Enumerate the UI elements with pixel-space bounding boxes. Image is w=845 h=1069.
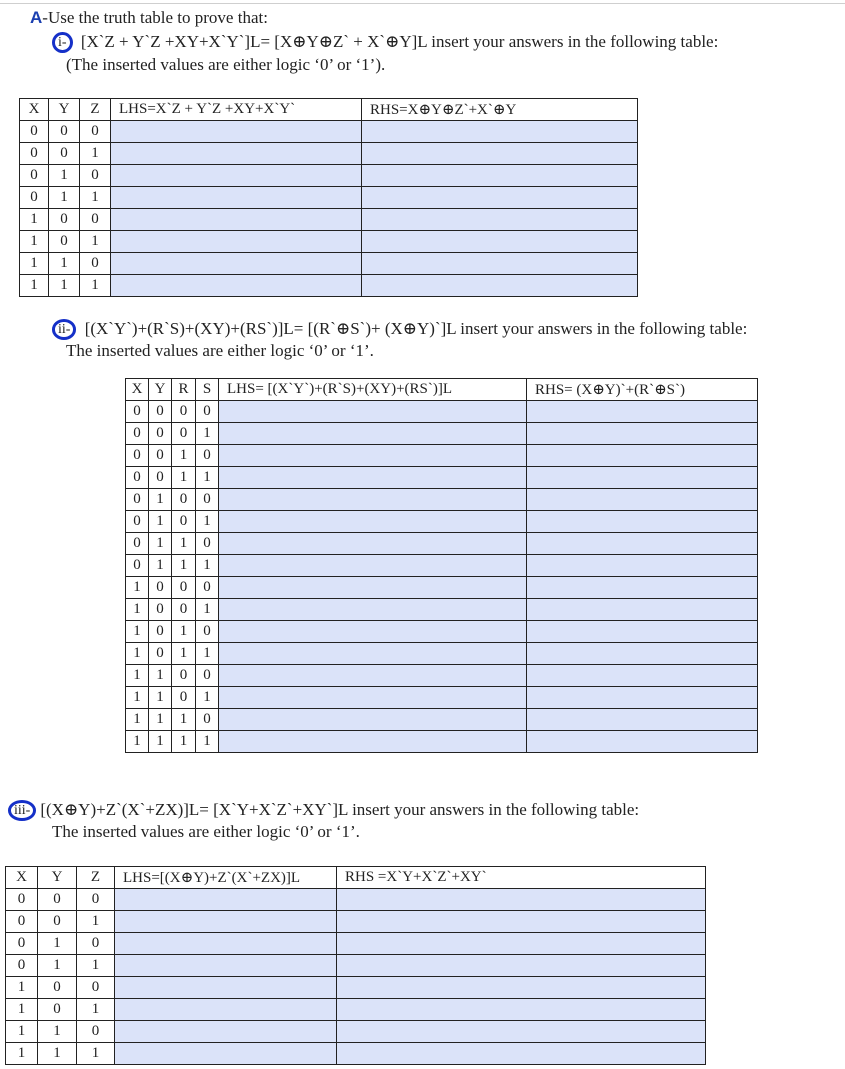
table-i-row <box>20 187 638 209</box>
table-ii-lhs-answer-cell[interactable] <box>219 401 527 423</box>
table-iii-input-value: 0 <box>6 889 38 911</box>
table-i-input-value: 0 <box>20 187 49 209</box>
table-ii-input-value: 1 <box>149 731 172 753</box>
table-ii-input-value: 1 <box>126 599 149 621</box>
table-i-header-var: Z <box>80 99 111 121</box>
table-ii-rhs-answer-cell[interactable] <box>527 709 758 731</box>
table-ii-lhs-answer-cell[interactable] <box>219 731 527 753</box>
table-i-header-var: X <box>20 99 49 121</box>
table-iii-input-value: 1 <box>6 1043 38 1065</box>
table-iii-header-rhs: RHS =X`Y+X`Z`+XY` <box>337 867 706 889</box>
table-iii-row <box>6 977 706 999</box>
table-ii-row <box>126 731 758 753</box>
table-i-rhs-answer-cell[interactable] <box>362 187 638 209</box>
table-ii-header-row <box>126 379 758 401</box>
table-ii-rhs-answer-cell[interactable] <box>527 445 758 467</box>
table-i-lhs-answer-cell[interactable] <box>111 209 362 231</box>
table-ii-lhs-answer-cell[interactable] <box>219 445 527 467</box>
table-i-lhs-answer-cell[interactable] <box>111 165 362 187</box>
table-iii-header-var: Y <box>38 867 77 889</box>
table-ii-input-value: 1 <box>126 709 149 731</box>
table-i-lhs-answer-cell[interactable] <box>111 231 362 253</box>
table-ii-lhs-answer-cell[interactable] <box>219 665 527 687</box>
table-iii-input-value: 0 <box>77 889 115 911</box>
part-i-statement: [X`Z + Y`Z +XY+X`Y`]L= [X⊕Y⊕Z` + X`⊕Y]L insert your answers in the following table: <box>80 32 719 51</box>
table-i-lhs-answer-cell[interactable] <box>111 187 362 209</box>
table-i-rhs-answer-cell[interactable] <box>362 253 638 275</box>
table-ii-row <box>126 401 758 423</box>
table-ii-input-value: 0 <box>126 445 149 467</box>
table-iii-input-value: 1 <box>38 1021 77 1043</box>
table-i-row <box>20 143 638 165</box>
table-i-input-value: 0 <box>20 121 49 143</box>
table-ii-input-value: 0 <box>149 643 172 665</box>
table-ii-input-value: 1 <box>196 467 219 489</box>
table-ii-row <box>126 467 758 489</box>
table-i-input-value: 0 <box>80 121 111 143</box>
table-iii-lhs-answer-cell[interactable] <box>115 933 337 955</box>
table-i-input-value: 1 <box>49 275 80 297</box>
table-i-input-value: 0 <box>49 209 80 231</box>
table-ii-input-value: 0 <box>196 445 219 467</box>
table-ii-input-value: 1 <box>126 643 149 665</box>
table-ii-input-value: 0 <box>196 665 219 687</box>
table-i-rhs-answer-cell[interactable] <box>362 209 638 231</box>
table-ii-input-value: 0 <box>126 533 149 555</box>
table-i-rhs-answer-cell[interactable] <box>362 165 638 187</box>
table-iii-input-value: 1 <box>6 977 38 999</box>
table-iii-input-value: 0 <box>38 999 77 1021</box>
table-ii-input-value: 1 <box>172 621 196 643</box>
table-iii-input-value: 1 <box>38 933 77 955</box>
table-ii-rhs-answer-cell[interactable] <box>527 621 758 643</box>
table-iii-header-var: X <box>6 867 38 889</box>
table-ii-row <box>126 577 758 599</box>
table-i-input-value: 1 <box>20 209 49 231</box>
table-ii-input-value: 1 <box>172 445 196 467</box>
table-i-rhs-answer-cell[interactable] <box>362 121 638 143</box>
table-ii-input-value: 1 <box>126 731 149 753</box>
part-i-statement-line <box>52 32 718 53</box>
table-iii-input-value: 1 <box>38 955 77 977</box>
table-ii-row <box>126 665 758 687</box>
table-i-row <box>20 165 638 187</box>
part-ii-statement: [(X`Y`)+(R`S)+(XY)+(RS`)]L= [(R`⊕S`)+ (X⊕Y)`]L insert your answers in the following table: <box>84 319 748 338</box>
table-i-lhs-answer-cell[interactable] <box>111 253 362 275</box>
table-iii-row <box>6 889 706 911</box>
part-iii-statement: [(X⊕Y)+Z`(X`+ZX)]L= [X`Y+X`Z`+XY`]L insert your answers in the following table: <box>40 800 640 819</box>
table-ii-row <box>126 709 758 731</box>
table-ii-input-value: 1 <box>196 687 219 709</box>
table-ii-row <box>126 687 758 709</box>
table-ii-row <box>126 423 758 445</box>
table-iii-lhs-answer-cell[interactable] <box>115 889 337 911</box>
table-iii-rhs-answer-cell[interactable] <box>337 977 706 999</box>
table-ii-rhs-answer-cell[interactable] <box>527 533 758 555</box>
table-ii-lhs-answer-cell[interactable] <box>219 511 527 533</box>
table-ii-input-value: 0 <box>172 423 196 445</box>
truth-table-i <box>19 98 638 297</box>
table-ii-input-value: 0 <box>172 665 196 687</box>
table-ii-input-value: 0 <box>172 489 196 511</box>
table-i-row <box>20 253 638 275</box>
table-ii-input-value: 1 <box>126 687 149 709</box>
truth-table-iii <box>5 866 706 1065</box>
table-iii-input-value: 1 <box>77 999 115 1021</box>
table-ii-input-value: 1 <box>172 467 196 489</box>
table-ii-input-value: 0 <box>149 577 172 599</box>
table-ii-lhs-answer-cell[interactable] <box>219 687 527 709</box>
table-i-input-value: 0 <box>80 165 111 187</box>
table-iii-row <box>6 911 706 933</box>
table-ii-input-value: 1 <box>172 643 196 665</box>
table-ii-rhs-answer-cell[interactable] <box>527 643 758 665</box>
table-iii-rhs-answer-cell[interactable] <box>337 933 706 955</box>
table-ii-input-value: 0 <box>126 489 149 511</box>
table-i-input-value: 1 <box>80 187 111 209</box>
table-ii-input-value: 0 <box>149 467 172 489</box>
table-iii-input-value: 1 <box>6 999 38 1021</box>
table-ii-input-value: 0 <box>172 599 196 621</box>
table-i-rhs-answer-cell[interactable] <box>362 275 638 297</box>
table-iii-lhs-answer-cell[interactable] <box>115 911 337 933</box>
table-ii-lhs-answer-cell[interactable] <box>219 709 527 731</box>
table-iii-row <box>6 999 706 1021</box>
table-i-input-value: 1 <box>80 275 111 297</box>
table-ii-row <box>126 643 758 665</box>
table-ii-input-value: 1 <box>126 665 149 687</box>
table-i-input-value: 0 <box>80 253 111 275</box>
table-iii-lhs-answer-cell[interactable] <box>115 977 337 999</box>
table-i-input-value: 0 <box>49 143 80 165</box>
table-ii-input-value: 0 <box>126 555 149 577</box>
table-ii-input-value: 1 <box>149 489 172 511</box>
table-iii-lhs-answer-cell[interactable] <box>115 1021 337 1043</box>
table-ii-header-rhs: RHS= (X⊕Y)`+(R`⊕S`) <box>527 379 758 401</box>
table-ii-input-value: 0 <box>196 401 219 423</box>
table-iii-lhs-answer-cell[interactable] <box>115 955 337 977</box>
table-ii-input-value: 0 <box>149 599 172 621</box>
table-iii-input-value: 1 <box>6 1021 38 1043</box>
table-iii-rhs-answer-cell[interactable] <box>337 911 706 933</box>
table-i-rhs-answer-cell[interactable] <box>362 143 638 165</box>
table-ii-lhs-answer-cell[interactable] <box>219 423 527 445</box>
part-i-note: (The inserted values are either logic ‘0’ or ‘1’). <box>66 55 386 74</box>
table-ii-row <box>126 555 758 577</box>
table-ii-header-var: R <box>172 379 196 401</box>
table-ii-input-value: 1 <box>196 555 219 577</box>
table-iii-input-value: 0 <box>77 933 115 955</box>
table-ii-input-value: 1 <box>172 731 196 753</box>
table-ii-lhs-answer-cell[interactable] <box>219 621 527 643</box>
table-i-input-value: 1 <box>80 143 111 165</box>
table-ii-input-value: 1 <box>196 599 219 621</box>
table-ii-input-value: 0 <box>172 401 196 423</box>
table-iii-rhs-answer-cell[interactable] <box>337 889 706 911</box>
table-ii-input-value: 1 <box>196 643 219 665</box>
table-ii-lhs-answer-cell[interactable] <box>219 489 527 511</box>
table-i-input-value: 0 <box>49 231 80 253</box>
table-iii-header-row <box>6 867 706 889</box>
table-ii-input-value: 0 <box>196 533 219 555</box>
table-ii-rhs-answer-cell[interactable] <box>527 401 758 423</box>
table-i-input-value: 1 <box>20 275 49 297</box>
table-ii-row <box>126 599 758 621</box>
section-letter: A <box>30 8 43 27</box>
table-i-header-lhs: LHS=X`Z + Y`Z +XY+X`Y` <box>111 99 362 121</box>
table-i-input-value: 1 <box>49 253 80 275</box>
table-ii-input-value: 1 <box>172 533 196 555</box>
table-ii-input-value: 1 <box>149 533 172 555</box>
table-ii-input-value: 0 <box>172 577 196 599</box>
table-iii-input-value: 1 <box>38 1043 77 1065</box>
top-rule <box>0 3 845 4</box>
table-iii-input-value: 1 <box>77 955 115 977</box>
table-ii-lhs-answer-cell[interactable] <box>219 467 527 489</box>
table-iii-row <box>6 1043 706 1065</box>
table-ii-input-value: 1 <box>126 577 149 599</box>
table-i-input-value: 1 <box>49 187 80 209</box>
intro-text: -Use the truth table to prove that: <box>42 8 268 27</box>
table-ii-rhs-answer-cell[interactable] <box>527 489 758 511</box>
table-ii-rhs-answer-cell[interactable] <box>527 423 758 445</box>
table-ii-input-value: 1 <box>172 709 196 731</box>
table-i-lhs-answer-cell[interactable] <box>111 143 362 165</box>
table-ii-input-value: 0 <box>196 709 219 731</box>
table-i-input-value: 0 <box>20 143 49 165</box>
table-ii-input-value: 1 <box>149 665 172 687</box>
table-ii-input-value: 1 <box>149 511 172 533</box>
table-i-row <box>20 209 638 231</box>
table-ii-input-value: 0 <box>149 621 172 643</box>
table-ii-input-value: 1 <box>149 687 172 709</box>
table-ii-header-lhs: LHS= [(X`Y`)+(R`S)+(XY)+(RS`)]L <box>219 379 527 401</box>
table-ii-lhs-answer-cell[interactable] <box>219 533 527 555</box>
table-ii-input-value: 0 <box>196 489 219 511</box>
table-ii-rhs-answer-cell[interactable] <box>527 555 758 577</box>
table-ii-rhs-answer-cell[interactable] <box>527 599 758 621</box>
table-i-input-value: 1 <box>49 165 80 187</box>
table-iii-lhs-answer-cell[interactable] <box>115 1043 337 1065</box>
table-iii-lhs-answer-cell[interactable] <box>115 999 337 1021</box>
table-iii-input-value: 0 <box>77 977 115 999</box>
table-ii-header-var: S <box>196 379 219 401</box>
part-iii-statement-line <box>8 800 639 821</box>
table-ii-input-value: 0 <box>172 511 196 533</box>
table-iii-input-value: 0 <box>38 977 77 999</box>
table-i-row <box>20 121 638 143</box>
table-ii-lhs-answer-cell[interactable] <box>219 599 527 621</box>
table-iii-rhs-answer-cell[interactable] <box>337 1043 706 1065</box>
table-iii-input-value: 0 <box>38 889 77 911</box>
table-ii-rhs-answer-cell[interactable] <box>527 731 758 753</box>
table-iii-rhs-answer-cell[interactable] <box>337 955 706 977</box>
table-ii-input-value: 0 <box>126 467 149 489</box>
table-iii-input-value: 0 <box>6 911 38 933</box>
table-i-input-value: 0 <box>49 121 80 143</box>
table-i-lhs-answer-cell[interactable] <box>111 121 362 143</box>
table-ii-header-var: Y <box>149 379 172 401</box>
table-i-header-var: Y <box>49 99 80 121</box>
table-ii-input-value: 1 <box>149 555 172 577</box>
table-ii-row <box>126 533 758 555</box>
table-ii-input-value: 1 <box>196 423 219 445</box>
table-iii-header-var: Z <box>77 867 115 889</box>
table-ii-input-value: 0 <box>196 621 219 643</box>
part-ii-note: The inserted values are either logic ‘0’ or ‘1’. <box>66 341 374 360</box>
table-i-input-value: 0 <box>20 165 49 187</box>
table-iii-row <box>6 955 706 977</box>
table-iii-input-value: 0 <box>6 933 38 955</box>
table-ii-row <box>126 511 758 533</box>
table-ii-row <box>126 621 758 643</box>
part-iii-badge: iii- <box>8 800 36 821</box>
table-ii-input-value: 1 <box>196 731 219 753</box>
table-ii-input-value: 1 <box>149 709 172 731</box>
table-i-input-value: 0 <box>80 209 111 231</box>
table-i-input-value: 1 <box>20 231 49 253</box>
table-ii-input-value: 0 <box>172 687 196 709</box>
table-ii-input-value: 0 <box>126 423 149 445</box>
part-iii-note: The inserted values are either logic ‘0’ or ‘1’. <box>52 822 360 841</box>
table-ii-input-value: 0 <box>149 423 172 445</box>
table-ii-lhs-answer-cell[interactable] <box>219 577 527 599</box>
table-i-lhs-answer-cell[interactable] <box>111 275 362 297</box>
table-i-header-rhs: RHS=X⊕Y⊕Z`+X`⊕Y <box>362 99 638 121</box>
table-ii-row <box>126 445 758 467</box>
part-i-badge: i- <box>52 32 73 53</box>
table-ii-input-value: 0 <box>196 577 219 599</box>
table-iii-input-value: 0 <box>38 911 77 933</box>
table-i-input-value: 1 <box>80 231 111 253</box>
part-ii-badge: ii- <box>52 319 76 340</box>
table-ii-rhs-answer-cell[interactable] <box>527 467 758 489</box>
table-iii-header-lhs: LHS=[(X⊕Y)+Z`(X`+ZX)]L <box>115 867 337 889</box>
table-iii-input-value: 0 <box>77 1021 115 1043</box>
section-heading <box>30 8 268 28</box>
table-ii-lhs-answer-cell[interactable] <box>219 555 527 577</box>
table-ii-input-value: 0 <box>149 401 172 423</box>
table-iii-row <box>6 933 706 955</box>
table-iii-rhs-answer-cell[interactable] <box>337 999 706 1021</box>
part-ii-statement-line <box>52 319 747 340</box>
table-i-header-row <box>20 99 638 121</box>
table-ii-header-var: X <box>126 379 149 401</box>
table-ii-rhs-answer-cell[interactable] <box>527 577 758 599</box>
table-iii-rhs-answer-cell[interactable] <box>337 1021 706 1043</box>
table-ii-row <box>126 489 758 511</box>
table-ii-input-value: 0 <box>149 445 172 467</box>
table-ii-rhs-answer-cell[interactable] <box>527 665 758 687</box>
table-ii-lhs-answer-cell[interactable] <box>219 643 527 665</box>
table-ii-input-value: 0 <box>126 401 149 423</box>
table-ii-input-value: 1 <box>126 621 149 643</box>
table-ii-rhs-answer-cell[interactable] <box>527 687 758 709</box>
table-iii-input-value: 1 <box>77 911 115 933</box>
table-iii-input-value: 1 <box>77 1043 115 1065</box>
table-iii-row <box>6 1021 706 1043</box>
table-i-row <box>20 231 638 253</box>
table-i-rhs-answer-cell[interactable] <box>362 231 638 253</box>
table-ii-input-value: 1 <box>196 511 219 533</box>
table-ii-input-value: 0 <box>126 511 149 533</box>
table-i-input-value: 1 <box>20 253 49 275</box>
table-ii-rhs-answer-cell[interactable] <box>527 511 758 533</box>
table-i-row <box>20 275 638 297</box>
table-ii-input-value: 1 <box>172 555 196 577</box>
truth-table-ii <box>125 378 758 753</box>
table-iii-input-value: 0 <box>6 955 38 977</box>
